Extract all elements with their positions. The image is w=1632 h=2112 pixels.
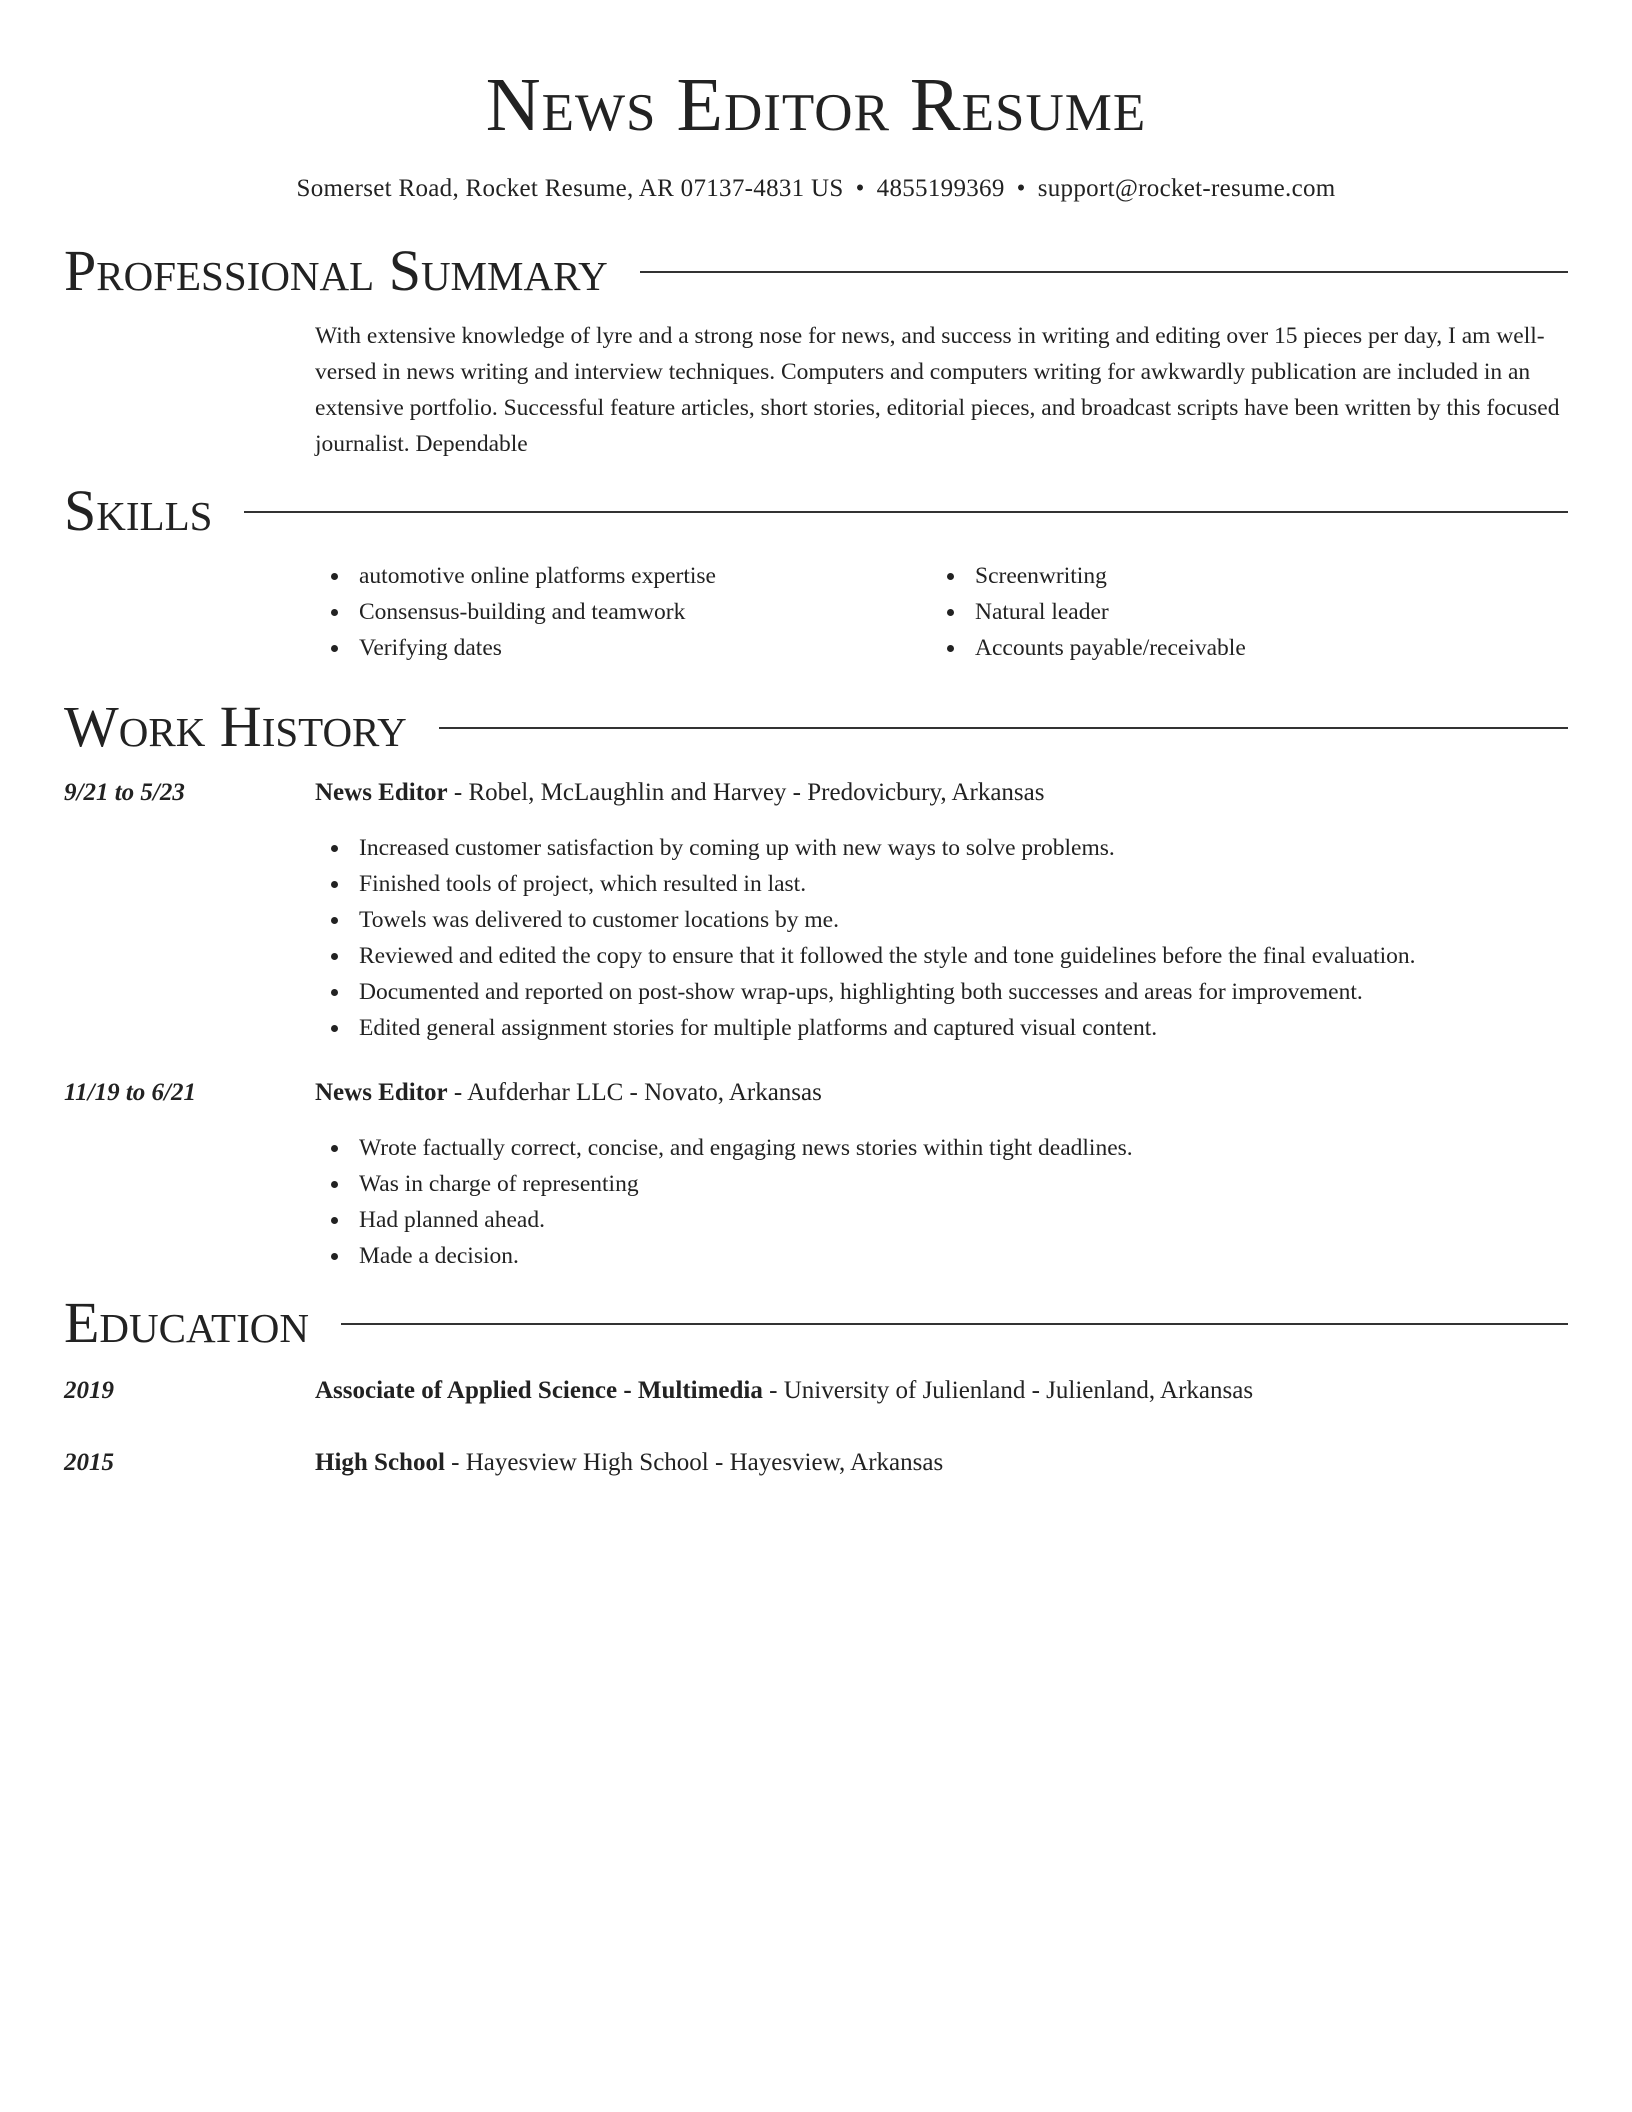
job-bullet: Finished tools of project, which resulted in last. [315, 866, 1568, 902]
contact-line [64, 172, 1568, 206]
contact-address: Somerset Road, Rocket Resume, AR 07137-4831 US [296, 175, 844, 202]
job-title: News Editor [315, 779, 448, 806]
education-section-header [64, 1290, 1568, 1356]
education-year: 2019 [64, 1377, 114, 1404]
education-degree: High School [315, 1449, 445, 1476]
job-bullet: Made a decision. [315, 1238, 1568, 1274]
job-bullet: Edited general assignment stories for multiple platforms and captured visual content. [315, 1010, 1568, 1046]
work-heading: Work History [64, 694, 407, 759]
education-school: - University of Julienland - Julienland, Arkansas [762, 1377, 1254, 1404]
section-divider [439, 727, 1568, 729]
summary-heading: Professional Summary [64, 238, 608, 303]
job-bullet: Documented and reported on post-show wrap-ups, highlighting both successes and areas for improvement. [315, 974, 1568, 1010]
work-section-header [64, 694, 1568, 760]
education-year: 2015 [64, 1449, 114, 1476]
job-bullet: Was in charge of representing [315, 1166, 1568, 1202]
skills-column-left [315, 558, 931, 666]
skill-item: Natural leader [931, 594, 1547, 630]
education-school: - Hayesview High School - Hayesview, Arkansas [444, 1449, 944, 1476]
education-line [315, 1446, 943, 1480]
contact-separator: • [855, 175, 865, 202]
section-divider [244, 511, 1568, 513]
skill-item: Consensus-building and teamwork [315, 594, 931, 630]
resume-title: News Editor Resume [485, 63, 1147, 147]
summary-section-header [64, 238, 1568, 304]
skills-list [315, 558, 1568, 666]
job-bullet: Increased customer satisfaction by coming up with new ways to solve problems. [315, 830, 1568, 866]
job-entry [64, 776, 1568, 1046]
section-divider [640, 271, 1568, 273]
job-dates: 11/19 to 6/21 [64, 1079, 196, 1106]
skill-item: Accounts payable/receivable [931, 630, 1547, 666]
job-dates: 9/21 to 5/23 [64, 779, 185, 806]
education-degree: Associate of Applied Science - Multimedia [315, 1377, 763, 1404]
job-bullets [315, 1130, 1568, 1274]
contact-separator: • [1016, 175, 1026, 202]
resume-page [64, 0, 1568, 1480]
job-title: News Editor [315, 1079, 448, 1106]
education-entry [64, 1374, 1568, 1408]
skill-item: Verifying dates [315, 630, 931, 666]
education-line [315, 1374, 1253, 1408]
job-header [64, 1076, 1568, 1110]
job-bullets [315, 830, 1568, 1046]
skills-heading: Skills [64, 478, 213, 543]
job-title-line [315, 776, 1044, 810]
job-bullet: Reviewed and edited the copy to ensure that it followed the style and tone guidelines before the final evaluation. [315, 938, 1568, 974]
job-bullet: Towels was delivered to customer locations by me. [315, 902, 1568, 938]
job-title-line [315, 1076, 822, 1110]
skills-section-header [64, 478, 1568, 544]
job-bullet: Wrote factually correct, concise, and engaging news stories within tight deadlines. [315, 1130, 1568, 1166]
contact-phone: 4855199369 [876, 175, 1005, 202]
section-divider [341, 1323, 1568, 1325]
education-entry [64, 1446, 1568, 1480]
job-header [64, 776, 1568, 810]
skill-item: Screenwriting [931, 558, 1547, 594]
job-employer: - Robel, McLaughlin and Harvey - Predovicbury, Arkansas [447, 779, 1045, 806]
education-heading: Education [64, 1290, 309, 1355]
job-entry [64, 1076, 1568, 1274]
job-bullet: Had planned ahead. [315, 1202, 1568, 1238]
contact-email: support@rocket-resume.com [1037, 175, 1336, 202]
skills-column-right [931, 558, 1547, 666]
job-employer: - Aufderhar LLC - Novato, Arkansas [447, 1079, 822, 1106]
summary-text: With extensive knowledge of lyre and a strong nose for news, and success in writing and editing over 15 pieces per day, I am well-versed in news writing and interview techniques. Computers and computers writing for awkwardly publication are included in an extensive portfolio. Successful feature articles, short stories, editorial pieces, and broadcast scripts have been written by this focused journalist. Dependable [315, 323, 1560, 457]
skill-item: automotive online platforms expertise [315, 558, 931, 594]
